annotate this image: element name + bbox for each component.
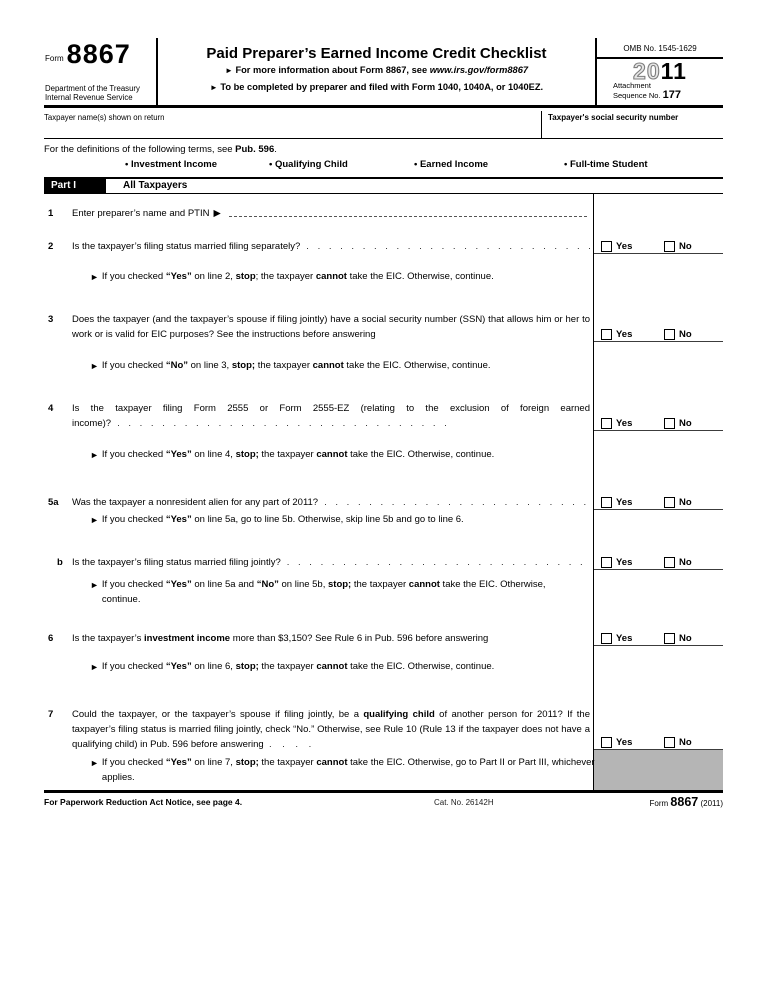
q4-text-line2: income)? bbox=[72, 418, 112, 429]
q6-number: 6 bbox=[48, 633, 54, 644]
q4-note-text: If you checked “Yes” on line 4, stop; the taxpayer cannot take the EIC. Otherwise, continue. bbox=[101, 449, 495, 460]
q4-text-line1: Is the taxpayer filing Form 2555 or Form 2555-EZ (relating to the exclusion of foreign earned bbox=[72, 403, 590, 414]
q6-note bbox=[90, 660, 494, 675]
arrow-icon: ► bbox=[224, 66, 233, 75]
omb-number: OMB No. 1545-1629 bbox=[597, 38, 723, 59]
header-instruction-1 bbox=[158, 62, 595, 79]
term-full-time-student: • Full-time Student bbox=[564, 159, 648, 170]
form-number-line bbox=[45, 39, 131, 69]
paperwork-notice: For Paperwork Reduction Act Notice, see page 4. bbox=[44, 797, 243, 807]
agency-block bbox=[45, 84, 140, 102]
taxpayer-ssn-label: Taxpayer's social security number bbox=[548, 113, 679, 122]
q6-text: Is the taxpayer’s investment income more than $3,150? See Rule 6 in Pub. 596 before answering bbox=[72, 633, 489, 644]
q3-no-label: No bbox=[679, 328, 692, 340]
q2-no-checkbox[interactable] bbox=[664, 241, 675, 252]
question-4 bbox=[44, 401, 590, 431]
form-word: Form bbox=[45, 54, 64, 63]
attachment-line-1: Attachment bbox=[613, 81, 651, 90]
q6-yes-label: Yes bbox=[616, 632, 633, 644]
arrow-icon: ► bbox=[90, 515, 99, 525]
dot-leader bbox=[281, 555, 590, 570]
q7-yes-checkbox[interactable] bbox=[601, 737, 612, 748]
form-title-block bbox=[158, 38, 595, 105]
part1-label: Part I bbox=[44, 179, 106, 193]
q3-answer-row bbox=[594, 327, 723, 342]
instruction-1-url: www.irs.gov/form8867 bbox=[429, 65, 529, 75]
arrow-icon: ► bbox=[90, 450, 99, 460]
q5a-no-checkbox[interactable] bbox=[664, 497, 675, 508]
part1-title: All Taxpayers bbox=[123, 180, 188, 191]
q6-no-checkbox[interactable] bbox=[664, 633, 675, 644]
q2-yes-checkbox[interactable] bbox=[601, 241, 612, 252]
part1-header-bar bbox=[44, 177, 723, 194]
q3-note bbox=[90, 359, 491, 374]
q3-text: Does the taxpayer (and the taxpayer’s spouse if filing jointly) have a social security number (SSN) that allows him or her to work or is valid for EIC purposes? See the instructions before answering bbox=[72, 314, 590, 340]
q7-number: 7 bbox=[48, 709, 54, 720]
agency-line-2: Internal Revenue Service bbox=[45, 93, 133, 102]
arrow-icon: ► bbox=[90, 758, 99, 768]
arrow-icon: ► bbox=[90, 580, 99, 590]
dot-leader bbox=[300, 239, 590, 254]
q5a-number: 5a bbox=[48, 497, 59, 508]
part1-body bbox=[44, 194, 723, 793]
q3-yes-checkbox[interactable] bbox=[601, 329, 612, 340]
term-qualifying-child: • Qualifying Child bbox=[269, 159, 348, 170]
q5b-answer-row bbox=[594, 555, 723, 570]
definitions-intro: For the definitions of the following terms, see Pub. 596. bbox=[44, 144, 277, 155]
q5b-yes-label: Yes bbox=[616, 556, 633, 568]
catalog-number: Cat. No. 26142H bbox=[434, 798, 494, 807]
q4-no-checkbox[interactable] bbox=[664, 418, 675, 429]
q7-yes-label: Yes bbox=[616, 736, 633, 748]
attachment-sequence bbox=[597, 82, 723, 100]
q5a-yes-checkbox[interactable] bbox=[601, 497, 612, 508]
q5b-number: b bbox=[57, 557, 63, 568]
dot-leader bbox=[111, 416, 590, 431]
q4-note bbox=[90, 448, 494, 463]
q7-answer-row bbox=[594, 735, 723, 750]
q5a-note bbox=[90, 513, 464, 528]
q3-no-checkbox[interactable] bbox=[664, 329, 675, 340]
arrow-icon: ▶ bbox=[213, 208, 221, 219]
instruction-2-text: To be completed by preparer and filed with Form 1040, 1040A, or 1040EZ. bbox=[220, 82, 544, 92]
dot-leader bbox=[318, 495, 590, 510]
term-earned-income: • Earned Income bbox=[414, 159, 489, 170]
q4-no-label: No bbox=[679, 417, 692, 429]
form-footer bbox=[44, 797, 723, 811]
q7-no-checkbox[interactable] bbox=[664, 737, 675, 748]
definitions-terms bbox=[44, 159, 723, 173]
q5a-yes-label: Yes bbox=[616, 496, 633, 508]
taxpayer-name-field[interactable] bbox=[44, 111, 541, 138]
q5a-no-label: No bbox=[679, 496, 692, 508]
attachment-line-2: Sequence No. 177 bbox=[613, 88, 681, 101]
q6-yes-checkbox[interactable] bbox=[601, 633, 612, 644]
q5a-note-text: If you checked “Yes” on line 5a, go to line 5b. Otherwise, skip line 5b and go to line 6. bbox=[101, 514, 464, 525]
question-3 bbox=[44, 312, 590, 342]
shaded-area bbox=[594, 750, 723, 790]
question-5a bbox=[44, 495, 590, 510]
question-6 bbox=[44, 631, 590, 646]
q4-number: 4 bbox=[48, 403, 54, 414]
arrow-icon: ► bbox=[209, 83, 218, 92]
form-title: Paid Preparer’s Earned Income Credit Checklist bbox=[206, 45, 547, 62]
q4-yes-label: Yes bbox=[616, 417, 633, 429]
year-bold-digits: 11 bbox=[660, 58, 687, 84]
term-investment-income: • Investment Income bbox=[125, 159, 218, 170]
q4-answer-row bbox=[594, 416, 723, 431]
question-5b bbox=[44, 555, 590, 570]
taxpayer-info-row bbox=[44, 111, 723, 139]
tax-year bbox=[597, 58, 723, 84]
preparer-name-ptin-field[interactable] bbox=[229, 206, 587, 217]
q6-no-label: No bbox=[679, 632, 692, 644]
pub-596-ref: Pub. 596 bbox=[235, 144, 275, 155]
form-header bbox=[44, 38, 723, 108]
taxpayer-name-label: Taxpayer name(s) shown on return bbox=[44, 113, 165, 122]
form-number: 8867 bbox=[66, 39, 131, 69]
attachment-number: 177 bbox=[662, 88, 681, 101]
agency-line-1: Department of the Treasury bbox=[45, 84, 140, 93]
question-7 bbox=[44, 707, 590, 752]
q4-yes-checkbox[interactable] bbox=[601, 418, 612, 429]
q5a-answer-row bbox=[594, 495, 723, 510]
q2-text: Is the taxpayer’s filing status married filing separately? bbox=[72, 241, 301, 252]
taxpayer-ssn-field[interactable] bbox=[541, 111, 723, 138]
form-number-block bbox=[44, 38, 158, 105]
q2-no-label: No bbox=[679, 240, 692, 252]
q2-note-text: If you checked “Yes” on line 2, stop; the taxpayer cannot take the EIC. Otherwise, continue. bbox=[101, 271, 494, 282]
q6-note-text: If you checked “Yes” on line 6, stop; the taxpayer cannot take the EIC. Otherwise, continue. bbox=[101, 661, 495, 672]
arrow-icon: ► bbox=[90, 272, 99, 282]
q2-yes-label: Yes bbox=[616, 240, 633, 252]
arrow-icon: ► bbox=[90, 361, 99, 371]
q3-note-text: If you checked “No” on line 3, stop; the taxpayer cannot take the EIC. Otherwise, continue. bbox=[101, 360, 491, 371]
q7-text: Could the taxpayer, or the taxpayer’s spouse if filing jointly, be a qualifying child of another person for 2011? If the taxpayer’s filing status is married filing jointly, check “No.” Otherwise, see Rule 10 (Rule 13 if the taxpayer does not have a qualifying child) in Pub. 596 before answering . bbox=[72, 707, 590, 752]
omb-year-block bbox=[595, 38, 723, 105]
q3-yes-label: Yes bbox=[616, 328, 633, 340]
footer-form-id: Form 8867 (2011) bbox=[649, 795, 723, 809]
q7-no-label: No bbox=[679, 736, 692, 748]
instruction-1-text: For more information about Form 8867, see bbox=[235, 65, 430, 75]
q5b-text: Is the taxpayer’s filing status married filing jointly? bbox=[72, 557, 281, 568]
q7-note bbox=[90, 756, 600, 785]
question-1 bbox=[44, 206, 593, 221]
q2-note bbox=[90, 270, 494, 285]
q2-number: 2 bbox=[48, 241, 54, 252]
q6-answer-row bbox=[594, 631, 723, 646]
year-outline-digits: 20 bbox=[633, 58, 661, 84]
arrow-icon: ► bbox=[90, 662, 99, 672]
q1-number: 1 bbox=[48, 208, 54, 219]
q2-answer-row bbox=[594, 239, 723, 254]
q3-number: 3 bbox=[48, 314, 54, 325]
q5b-no-label: No bbox=[679, 556, 692, 568]
question-2 bbox=[44, 239, 590, 254]
answer-column bbox=[593, 194, 723, 790]
q7-note-text: If you checked “Yes” on line 7, stop; the taxpayer cannot take the EIC. Otherwise, go to Part II or Part III, whichever applies. bbox=[101, 757, 595, 783]
q5b-note-text: If you checked “Yes” on line 5a and “No” on line 5b, stop; the taxpayer cannot take the EIC. Otherwise, continue. bbox=[101, 579, 546, 605]
q5a-text: Was the taxpayer a nonresident alien for any part of 2011? bbox=[72, 497, 319, 508]
q1-text: Enter preparer’s name and PTIN bbox=[72, 208, 210, 219]
q5b-no-checkbox[interactable] bbox=[664, 557, 675, 568]
q5b-yes-checkbox[interactable] bbox=[601, 557, 612, 568]
q5b-note bbox=[90, 578, 568, 607]
header-instruction-2 bbox=[158, 79, 595, 96]
